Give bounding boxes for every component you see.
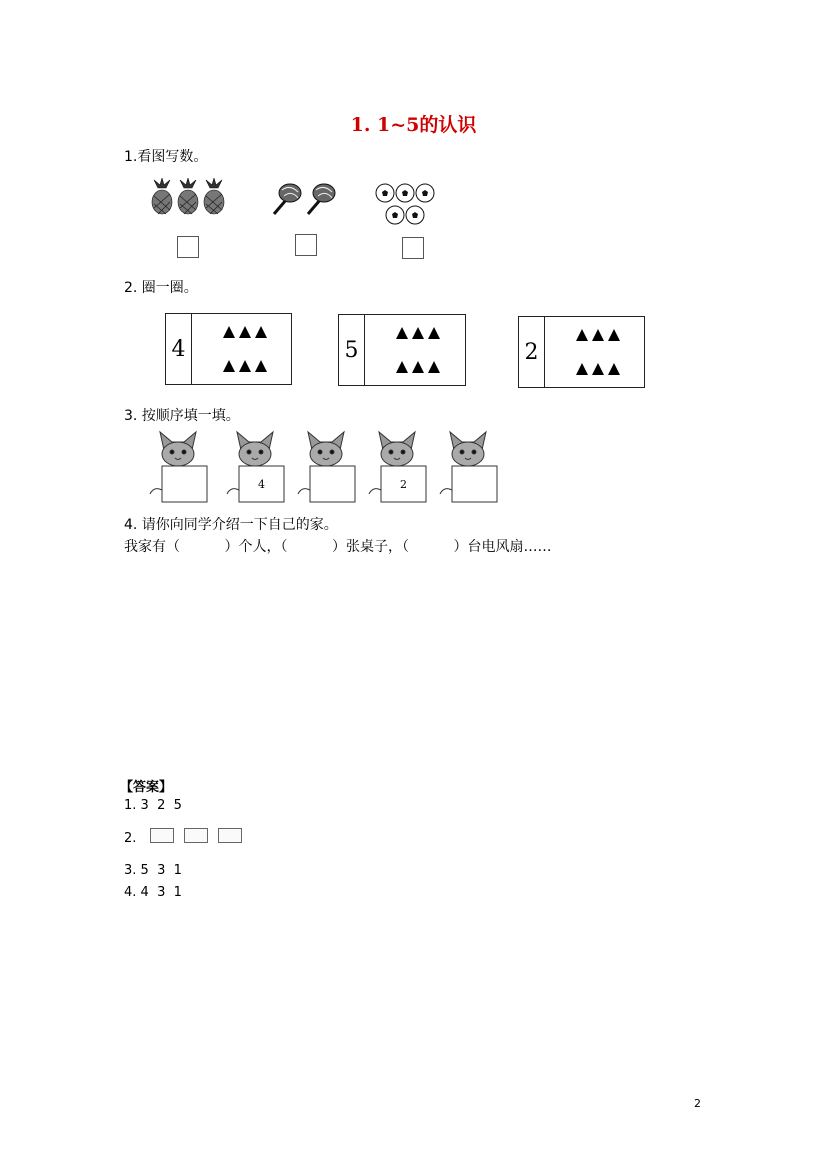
question-4-sentence: 我家有（ ）个人，（ ）张桌子，（ ）台电风扇…… bbox=[124, 539, 552, 555]
count-card-1[interactable] bbox=[165, 313, 292, 385]
triangles-icon bbox=[366, 315, 465, 385]
answer-3: 3. 5 3 1 bbox=[124, 863, 182, 878]
cabbage-icon bbox=[268, 180, 338, 218]
answer-box-1[interactable] bbox=[177, 236, 199, 258]
card-number: 4 bbox=[166, 314, 192, 384]
triangles-icon bbox=[546, 317, 644, 387]
count-card-2[interactable] bbox=[338, 314, 466, 386]
cat-icon bbox=[296, 428, 356, 506]
card-number: 2 bbox=[519, 317, 545, 387]
answer-box-2[interactable] bbox=[295, 234, 317, 256]
cat-icon bbox=[367, 428, 427, 506]
answer-4: 4. 4 3 1 bbox=[124, 885, 182, 900]
page-number: 2 bbox=[694, 1097, 701, 1110]
pineapple-icon bbox=[150, 178, 230, 218]
answer-2: 2. bbox=[124, 831, 137, 846]
sign-number: 4 bbox=[258, 478, 265, 491]
cat-sign-3[interactable] bbox=[296, 428, 356, 506]
answer-2-thumbnail-3 bbox=[218, 828, 242, 843]
cat-sign-1[interactable] bbox=[148, 428, 208, 506]
answer-heading: 【答案】 bbox=[120, 780, 173, 795]
card-number: 5 bbox=[339, 315, 365, 385]
answer-2-thumbnail-1 bbox=[150, 828, 174, 843]
triangles-icon bbox=[193, 314, 291, 384]
count-card-3[interactable] bbox=[518, 316, 645, 388]
answer-box-3[interactable] bbox=[402, 237, 424, 259]
answer-2-thumbnail-2 bbox=[184, 828, 208, 843]
cat-icon bbox=[438, 428, 498, 506]
cat-sign-4[interactable] bbox=[367, 428, 427, 506]
cat-icon bbox=[148, 428, 208, 506]
cat-sign-2[interactable] bbox=[225, 428, 285, 506]
question-1-label: 1.看图写数。 bbox=[124, 149, 208, 165]
soccer-ball-icon bbox=[374, 182, 440, 228]
question-4-label: 4. 请你向同学介绍一下自己的家。 bbox=[124, 517, 338, 533]
page-title: 1. 1~5的认识 bbox=[350, 114, 477, 136]
question-3-label: 3. 按顺序填一填。 bbox=[124, 408, 240, 424]
cat-sign-5[interactable] bbox=[438, 428, 498, 506]
sign-number: 2 bbox=[400, 478, 407, 491]
question-2-label: 2. 圈一圈。 bbox=[124, 280, 198, 296]
cat-icon bbox=[225, 428, 285, 506]
answer-1: 1. 3 2 5 bbox=[124, 798, 182, 813]
